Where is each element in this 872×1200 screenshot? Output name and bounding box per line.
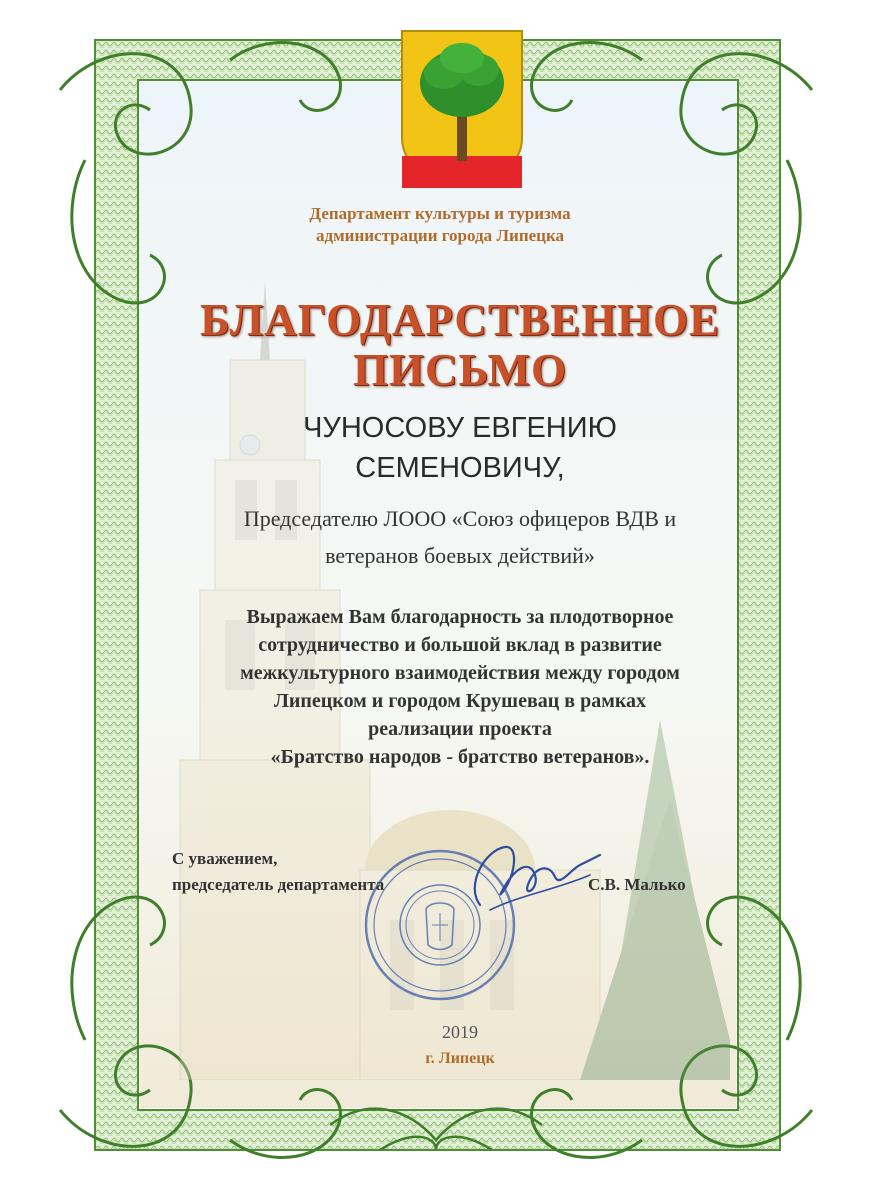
gratitude-text bbox=[155, 603, 765, 771]
title-line-2: ПИСЬМО bbox=[353, 345, 567, 395]
issue-year: 2019 bbox=[442, 1022, 478, 1042]
body-line-3: межкультурного взаимодействия между городом bbox=[240, 662, 680, 684]
closing-regards: С уважением, bbox=[172, 849, 278, 868]
position-line-2: ветеранов боевых действий» bbox=[325, 543, 595, 568]
body-line-5: реализации проекта bbox=[368, 718, 552, 740]
closing-title: председатель департамента bbox=[172, 875, 385, 894]
certificate-title bbox=[150, 295, 770, 395]
position-line-1: Председателю ЛООО «Союз офицеров ВДВ и bbox=[243, 506, 677, 531]
body-line-4: Липецком и городом Крушевац в рамках bbox=[273, 690, 647, 712]
issue-city: г. Липецк bbox=[425, 1050, 495, 1067]
closing-block bbox=[172, 846, 384, 898]
recipient-name bbox=[160, 408, 760, 488]
body-line-6: «Братство народов - братство ветеранов». bbox=[270, 746, 650, 768]
coat-of-arms-emblem bbox=[399, 28, 525, 188]
signer-name: С.В. Малько bbox=[588, 875, 686, 894]
recipient-line-1: ЧУНОСОВУ ЕВГЕНИЮ bbox=[303, 412, 617, 444]
recipient-line-2: СЕМЕНОВИЧУ, bbox=[355, 452, 565, 484]
body-line-2: сотрудничество и большой вклад в развитие bbox=[258, 634, 662, 656]
recipient-position bbox=[150, 500, 770, 574]
department-name bbox=[180, 203, 700, 247]
body-line-1: Выражаем Вам благодарность за плодотворное bbox=[246, 606, 674, 628]
title-line-1: БЛАГОДАРСТВЕННОЕ bbox=[200, 295, 720, 345]
department-line-2: администрации города Липецка bbox=[315, 226, 564, 245]
department-line-1: Департамент культуры и туризма bbox=[309, 204, 571, 223]
